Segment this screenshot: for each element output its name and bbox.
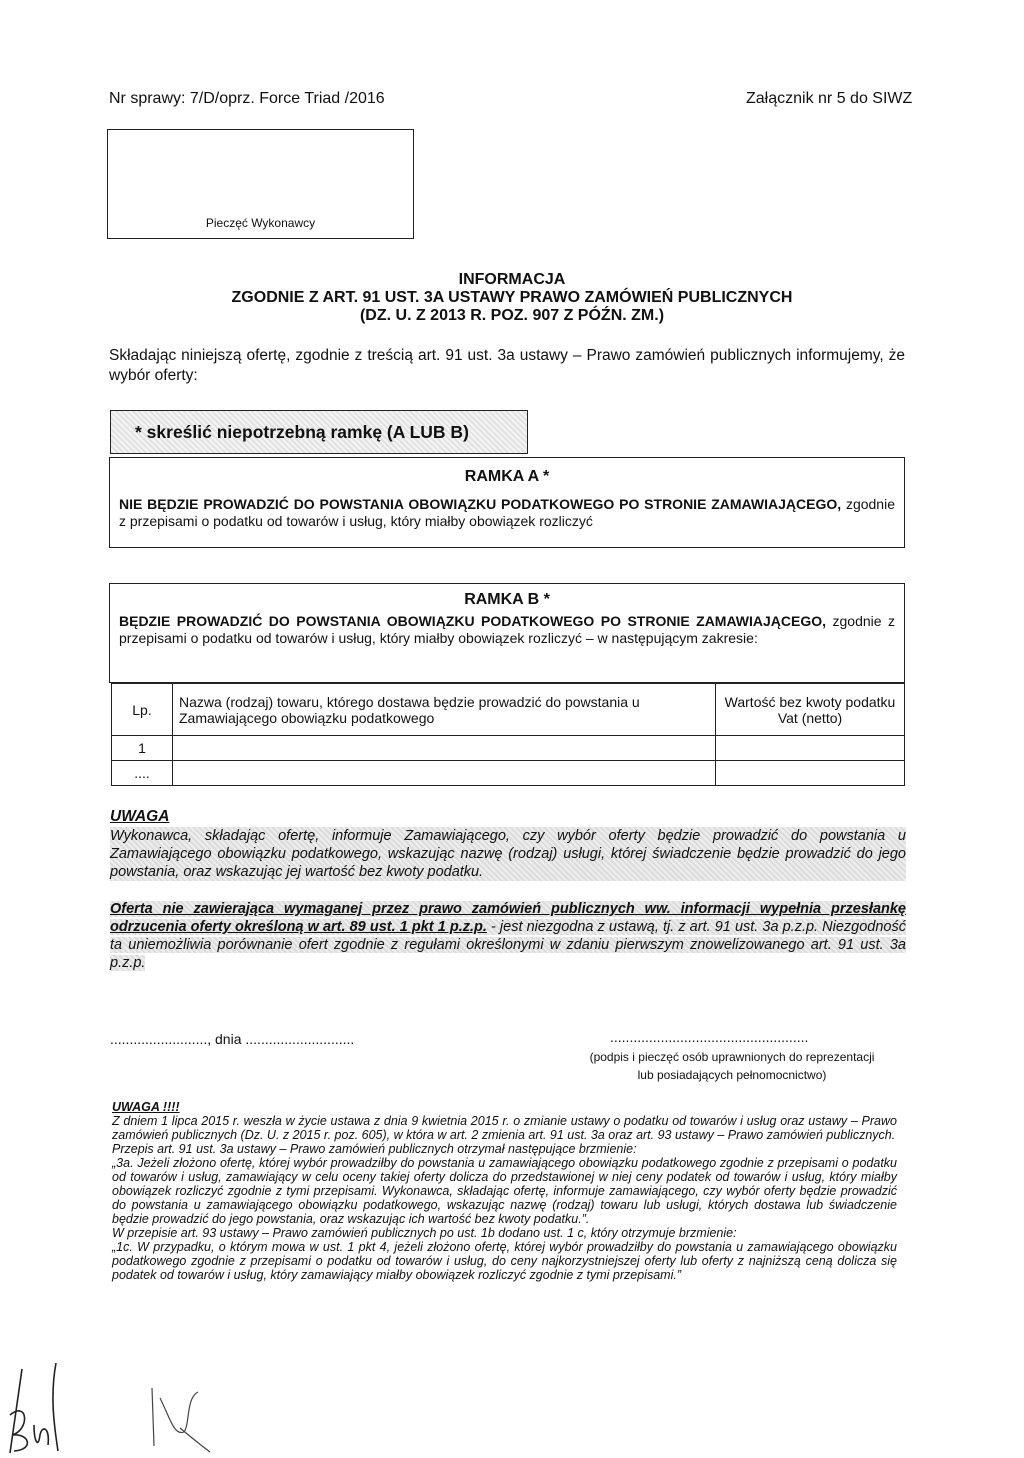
handwritten-paraph-icon [140, 1358, 220, 1458]
signature-caption-1: (podpis i pieczęć osób uprawnionych do reprezentacji [589, 1050, 875, 1064]
ramka-b-title: RAMKA B * [464, 591, 550, 608]
ramka-a-rest: zgodnie z przepisami o podatku od towarów i usług, który miałby obowiązek rozliczyć [119, 496, 895, 529]
ramka-a-bold: NIE BĘDZIE PROWADZIĆ DO POWSTANIA OBOWIĄZKU PODATKOWEGO PO STRONIE ZAMAWIAJĄCEGO, [119, 496, 842, 512]
legal-note [112, 1100, 897, 1282]
attachment-label: Załącznik nr 5 do SIWZ [746, 90, 913, 107]
stamp-label: Pieczęć Wykonawcy [205, 216, 316, 230]
signature-caption-2: lub posiadających pełnomocnictwo) [637, 1068, 827, 1082]
uwaga-paragraph-2-rest: - jest niezgodna z ustawą, tj. z art. 91 ust. 3a p.z.p. Niezgodność ta uniemożliwia porównanie ofert zgodnie z regułami określonymi w zdaniu pierwszym znowelizowanego art. 91 ust. 3a p.z.p. [110, 919, 906, 971]
header-value: Wartość bez kwoty podatku Vat (netto) [716, 684, 905, 736]
table-header-row [112, 684, 905, 736]
intro-text: Składając niniejszą ofertę, zgodnie z treścią art. 91 ust. 3a ustawy – Prawo zamówień publicznych informujemy, że wybór oferty: [109, 347, 905, 384]
legal-note-heading: UWAGA !!!! [112, 1100, 180, 1114]
contractor-stamp-box [107, 129, 414, 239]
ramka-a-title: RAMKA A * [464, 468, 550, 485]
legal-note-p3: „3a. Jeżeli złożono ofertę, której wybór prowadziłby do powstania u zamawiającego obowiązku podatkowego zgodnie z przepisami o podatku od towarów i usług, zamawiający w celu oceny takiej oferty dolicza do przedstawionej w niej ceny podatek od towarów i usług, który miałby obowiązek rozliczyć zgodnie z tymi przepisami. Wykonawca, składając ofertę, informuje zamawiającego, czy wybór oferty będzie prowadzić do powstania u zamawiającego obowiązku podatkowego, wskazując nazwę (rodzaj) towaru lub usługi, których dostawa lub świadczenie będzie prowadzić do jego powstania, oraz wskazując ich wartość bez kwoty podatku.”. [112, 1156, 897, 1226]
doc-title: INFORMACJA [458, 271, 566, 288]
row-name-cell[interactable] [173, 736, 716, 761]
legal-note-p4: W przepisie art. 93 ustawy – Prawo zamówień publicznych po ust. 1b dodano ust. 1 c, który otrzymuje brzmienie: [112, 1226, 737, 1240]
goods-table [111, 683, 905, 786]
row-lp: .... [112, 761, 173, 786]
row-lp: 1 [112, 736, 173, 761]
header-lp: Lp. [112, 684, 173, 736]
uwaga-heading: UWAGA [110, 808, 170, 825]
legal-note-p5: „1c. W przypadku, o którym mowa w ust. 1 pkt 4, jeżeli złożono ofertę, której wybór prowadziłby do powstania u zamawiającego obowiązku podatkowego zgodnie z przepisami o podatku od towarów i usług, do ceny najkorzystniejszej oferty lub oferty z najniższą ceną dolicza się podatek od towarów i usług, który zamawiający miałby obowiązek rozliczyć zgodnie z tymi przepisami.” [112, 1240, 897, 1282]
header-name: Nazwa (rodzaj) towaru, którego dostawa będzie prowadzić do powstania u Zamawiającego obowiązku podatkowego [173, 684, 716, 736]
signature-line[interactable]: ................................................... [610, 1029, 809, 1045]
legal-note-p1: Z dniem 1 lipca 2015 r. weszła w życie ustawa z dnia 9 kwietnia 2015 r. o zmianie ustawy o podatku od towarów i usług oraz ustawy – Prawo zamówień publicznych (Dz. U. z 2015 r. poz. 605), w która w art. 2 zmienia art. 91 ust. 3a oraz art. 93 ustawy – Prawo zamówień publicznych. [112, 1114, 897, 1142]
table-row [112, 761, 905, 786]
ramka-b-text [119, 613, 895, 647]
uwaga-paragraph-2 [110, 900, 906, 972]
doc-title-line3: (DZ. U. Z 2013 R. POZ. 907 Z PÓŹN. ZM.) [359, 307, 665, 324]
ramka-b-rest: zgodnie z przepisami o podatku od towarów i usług, który miałby obowiązek rozliczyć – w następującym zakresie: [119, 613, 895, 646]
row-name-cell[interactable] [173, 761, 716, 786]
case-number: Nr sprawy: 7/D/oprz. Force Triad /2016 [109, 90, 385, 107]
row-value-cell[interactable] [716, 736, 905, 761]
table-row [112, 736, 905, 761]
place-date-field[interactable]: ........................., dnia ............................ [110, 1031, 355, 1047]
strike-instruction-banner: * skreślić niepotrzebną ramkę (A LUB B) [110, 410, 528, 454]
ramka-a-text [119, 496, 895, 530]
legal-note-p2: Przepis art. 91 ust. 3a ustawy – Prawo zamówień publicznych otrzymał następujące brzmienie: [112, 1142, 637, 1156]
handwritten-initials-icon [0, 1355, 80, 1458]
uwaga-paragraph-1: Wykonawca, składając ofertę, informuje Zamawiającego, czy wybór oferty będzie prowadzić do powstania u Zamawiającego obowiązku podatkowego, wskazując nazwę (rodzaj) usługi, której świadczenie będzie prowadzić do jego powstania, oraz wskazując jej wartość bez kwoty podatku. [110, 828, 906, 880]
uwaga-paragraph-2-bold: Oferta nie zawierająca wymaganej przez prawo zamówień publicznych ww. informacji wypełnia przesłankę odrzucenia oferty określoną w art. 89 ust. 1 pkt 1 p.z.p. [110, 901, 906, 935]
ramka-b-box[interactable] [109, 583, 905, 683]
ramka-b-bold: BĘDZIE PROWADZIĆ DO POWSTANIA OBOWIĄZKU PODATKOWEGO PO STRONIE ZAMAWIAJĄCEGO, [119, 613, 827, 629]
doc-title-line2: ZGODNIE Z ART. 91 UST. 3A USTAWY PRAWO ZAMÓWIEŃ PUBLICZNYCH [231, 289, 793, 306]
row-value-cell[interactable] [716, 761, 905, 786]
ramka-a-box[interactable] [109, 457, 905, 548]
